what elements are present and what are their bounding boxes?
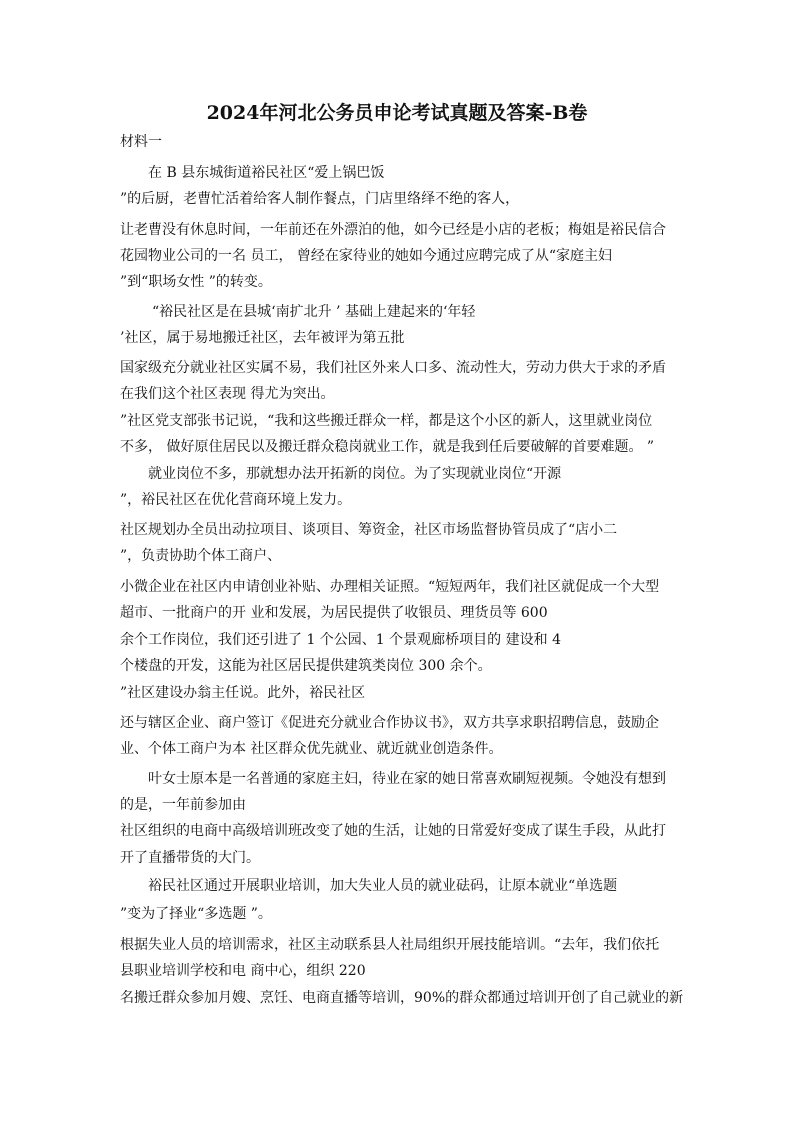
paragraph-line: 根据失业人员的培训需求，社区主动联系县人社局组织开展技能培训。“去年，我们依托 <box>120 937 660 953</box>
paragraph-line: 业、个体工商户为本 社区群众优先就业、就近就业创造条件。 <box>120 741 503 757</box>
paragraph-line: ”，裕民社区在优化营商环境上发力。 <box>120 492 352 508</box>
paragraph-line: 开了直播带货的大门。 <box>120 850 260 866</box>
paragraph-line: 在我们这个社区表现 得尤为突出。 <box>120 386 335 402</box>
paragraph-line: 名搬迁群众参加月嫂、烹饪、电商直播等培训，90%的群众都通过培训开创了自己就业的新 <box>120 990 684 1006</box>
paragraph-line: ”社区党支部张书记说，“我和这些搬迁群众一样，都是这个小区的新人，这里就业岗位 <box>120 413 653 429</box>
paragraph-line: ’社区，属于易地搬迁社区，去年被评为第五批 <box>120 330 405 346</box>
paragraph-line: 国家级充分就业社区实属不易，我们社区外来人口多、流动性大，劳动力供大于求的矛盾 <box>120 360 666 376</box>
paragraph-line: 小微企业在社区内申请创业补贴、办理相关证照。“短短两年，我们社区就促成一个大型 <box>120 579 660 595</box>
paragraph-line: 不多， 做好原住居民以及搬迁群众稳岗就业工作，就是我到任后要破解的首要难题。 ” <box>120 439 655 455</box>
document-title: 2024年河北公务员申论考试真题及答案-B卷 <box>206 102 588 124</box>
paragraph-line: ”到“职场女性 ”的转变。 <box>120 274 272 290</box>
paragraph-line: 就业岗位不多，那就想办法开拓新的岗位。为了实现就业岗位“开源 <box>148 466 562 482</box>
paragraph-line: ”社区建设办翁主任说。此外，裕民社区 <box>120 685 366 701</box>
paragraph-line: ”的后厨，老曹忙活着给客人制作餐点，门店里络绎不绝的客人， <box>120 191 520 207</box>
paragraph-line: ”变为了择业“多选题 ”。 <box>120 906 272 922</box>
paragraph-line: 个楼盘的开发，这能为社区居民提供建筑类岗位 300 余个。 <box>120 658 492 674</box>
paragraph-line: 的是，一年前参加由 <box>120 797 246 813</box>
paragraph-line: 在 B 县东城街道裕民社区“爱上锅巴饭 <box>148 165 385 181</box>
paragraph-line: “裕民社区是在县城‘南扩北升 ’ 基础上建起来的‘年轻 <box>152 304 476 320</box>
paragraph-line: 余个工作岗位，我们还引进了 1 个公园、1 个景观廊桥项目的 建设和 4 <box>120 632 561 648</box>
paragraph-line: 县职业培训学校和电 商中心，组织 220 <box>120 963 366 979</box>
paragraph-line: 超市、一批商户的开 业和发展，为居民提供了收银员、理货员等 600 <box>120 605 548 621</box>
section-heading: 材料一 <box>120 134 162 150</box>
paragraph-line: 裕民社区通过开展职业培训，加大失业人员的就业砝码，让原本就业“单选题 <box>148 878 618 894</box>
paragraph-line: 让老曹没有休息时间，一年前还在外漂泊的他，如今已经是小店的老板；梅姐是裕民信合 <box>120 222 666 238</box>
paragraph-line: 社区规划办全员出动拉项目、谈项目、筹资金，社区市场监督协管员成了“店小二 <box>120 522 618 538</box>
paragraph-line: 花园物业公司的一名 员工， 曾经在家待业的她如今通过应聘完成了从“家庭主妇 <box>120 248 613 264</box>
paragraph-line: 叶女士原本是一名普通的家庭主妇，待业在家的她日常喜欢刷短视频。令她没有想到 <box>148 771 666 787</box>
paragraph-line: 还与辖区企业、商户签订《促进充分就业合作协议书》，双方共享求职招聘信息，鼓励企 <box>120 715 659 731</box>
paragraph-line: ”，负责协助个体工商户、 <box>120 548 282 564</box>
paragraph-line: 社区组织的电商中高级培训班改变了她的生活，让她的日常爱好变成了谋生手段，从此打 <box>120 823 666 839</box>
